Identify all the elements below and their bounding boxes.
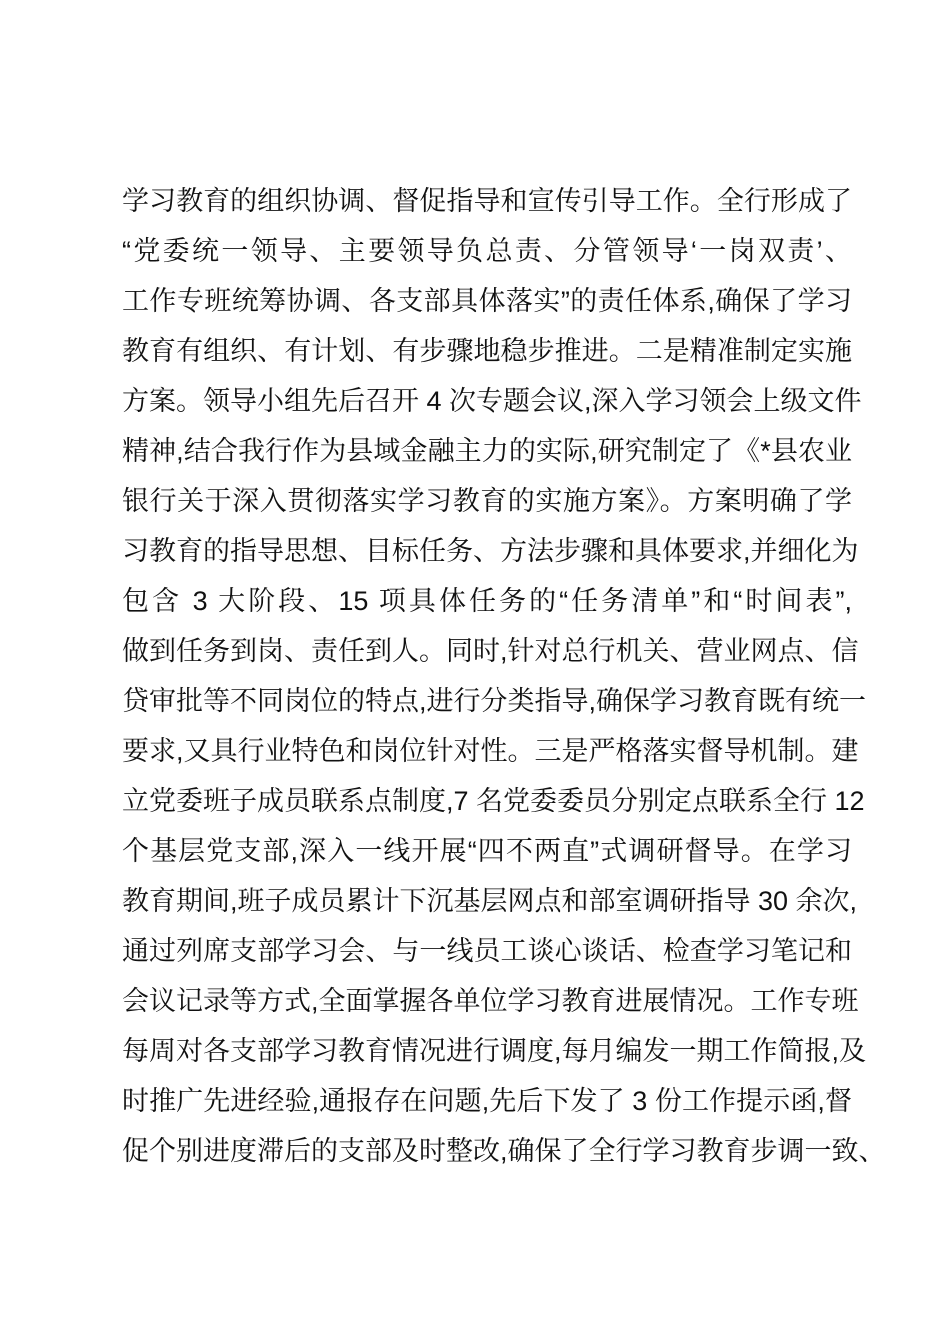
text-line: 工作专班统筹协调、各支部具体落实”的责任体系,确保了学习 — [122, 286, 852, 316]
text-line: 促个别进度滞后的支部及时整改,确保了全行学习教育步调一致、 — [122, 1136, 886, 1166]
text-block — [122, 176, 886, 1176]
text-line: 通过列席支部学习会、与一线员工谈心谈话、检查学习笔记和 — [122, 936, 852, 966]
text-line: 会议记录等方式,全面掌握各单位学习教育进展情况。工作专班 — [122, 986, 859, 1016]
text-line: 银行关于深入贯彻落实学习教育的实施方案》。方案明确了学 — [122, 486, 852, 516]
text-line: 方案。领导小组先后召开 4 次专题会议,深入学习领会上级文件 — [122, 386, 862, 416]
text-line: 包含 3 大阶段、15 项具体任务的“任务清单”和“时间表”, — [122, 586, 852, 616]
text-line: 时推广先进经验,通报存在问题,先后下发了 3 份工作提示函,督 — [122, 1086, 852, 1116]
text-line: 贷审批等不同岗位的特点,进行分类指导,确保学习教育既有统一 — [122, 686, 867, 716]
text-line: “党委统一领导、主要领导负总责、分管领导‘一岗双责’、 — [122, 236, 852, 266]
text-line: 个基层党支部,深入一线开展“四不两直”式调研督导。在学习 — [122, 836, 852, 866]
text-line: 立党委班子成员联系点制度,7 名党委委员分别定点联系全行 12 — [122, 786, 865, 816]
text-line: 教育有组织、有计划、有步骤地稳步推进。二是精准制定实施 — [122, 336, 852, 366]
text-line: 习教育的指导思想、目标任务、方法步骤和具体要求,并细化为 — [122, 536, 859, 566]
text-line: 学习教育的组织协调、督促指导和宣传引导工作。全行形成了 — [122, 186, 852, 216]
text-line: 要求,又具行业特色和岗位针对性。三是严格落实督导机制。建 — [122, 736, 859, 766]
text-line: 教育期间,班子成员累计下沉基层网点和部室调研指导 30 余次, — [122, 886, 858, 916]
text-line: 做到任务到岗、责任到人。同时,针对总行机关、营业网点、信 — [122, 636, 859, 666]
text-line: 每周对各支部学习教育情况进行调度,每月编发一期工作简报,及 — [122, 1036, 867, 1066]
text-line: 精神,结合我行作为县域金融主力的实际,研究制定了《*县农业 — [122, 436, 852, 466]
